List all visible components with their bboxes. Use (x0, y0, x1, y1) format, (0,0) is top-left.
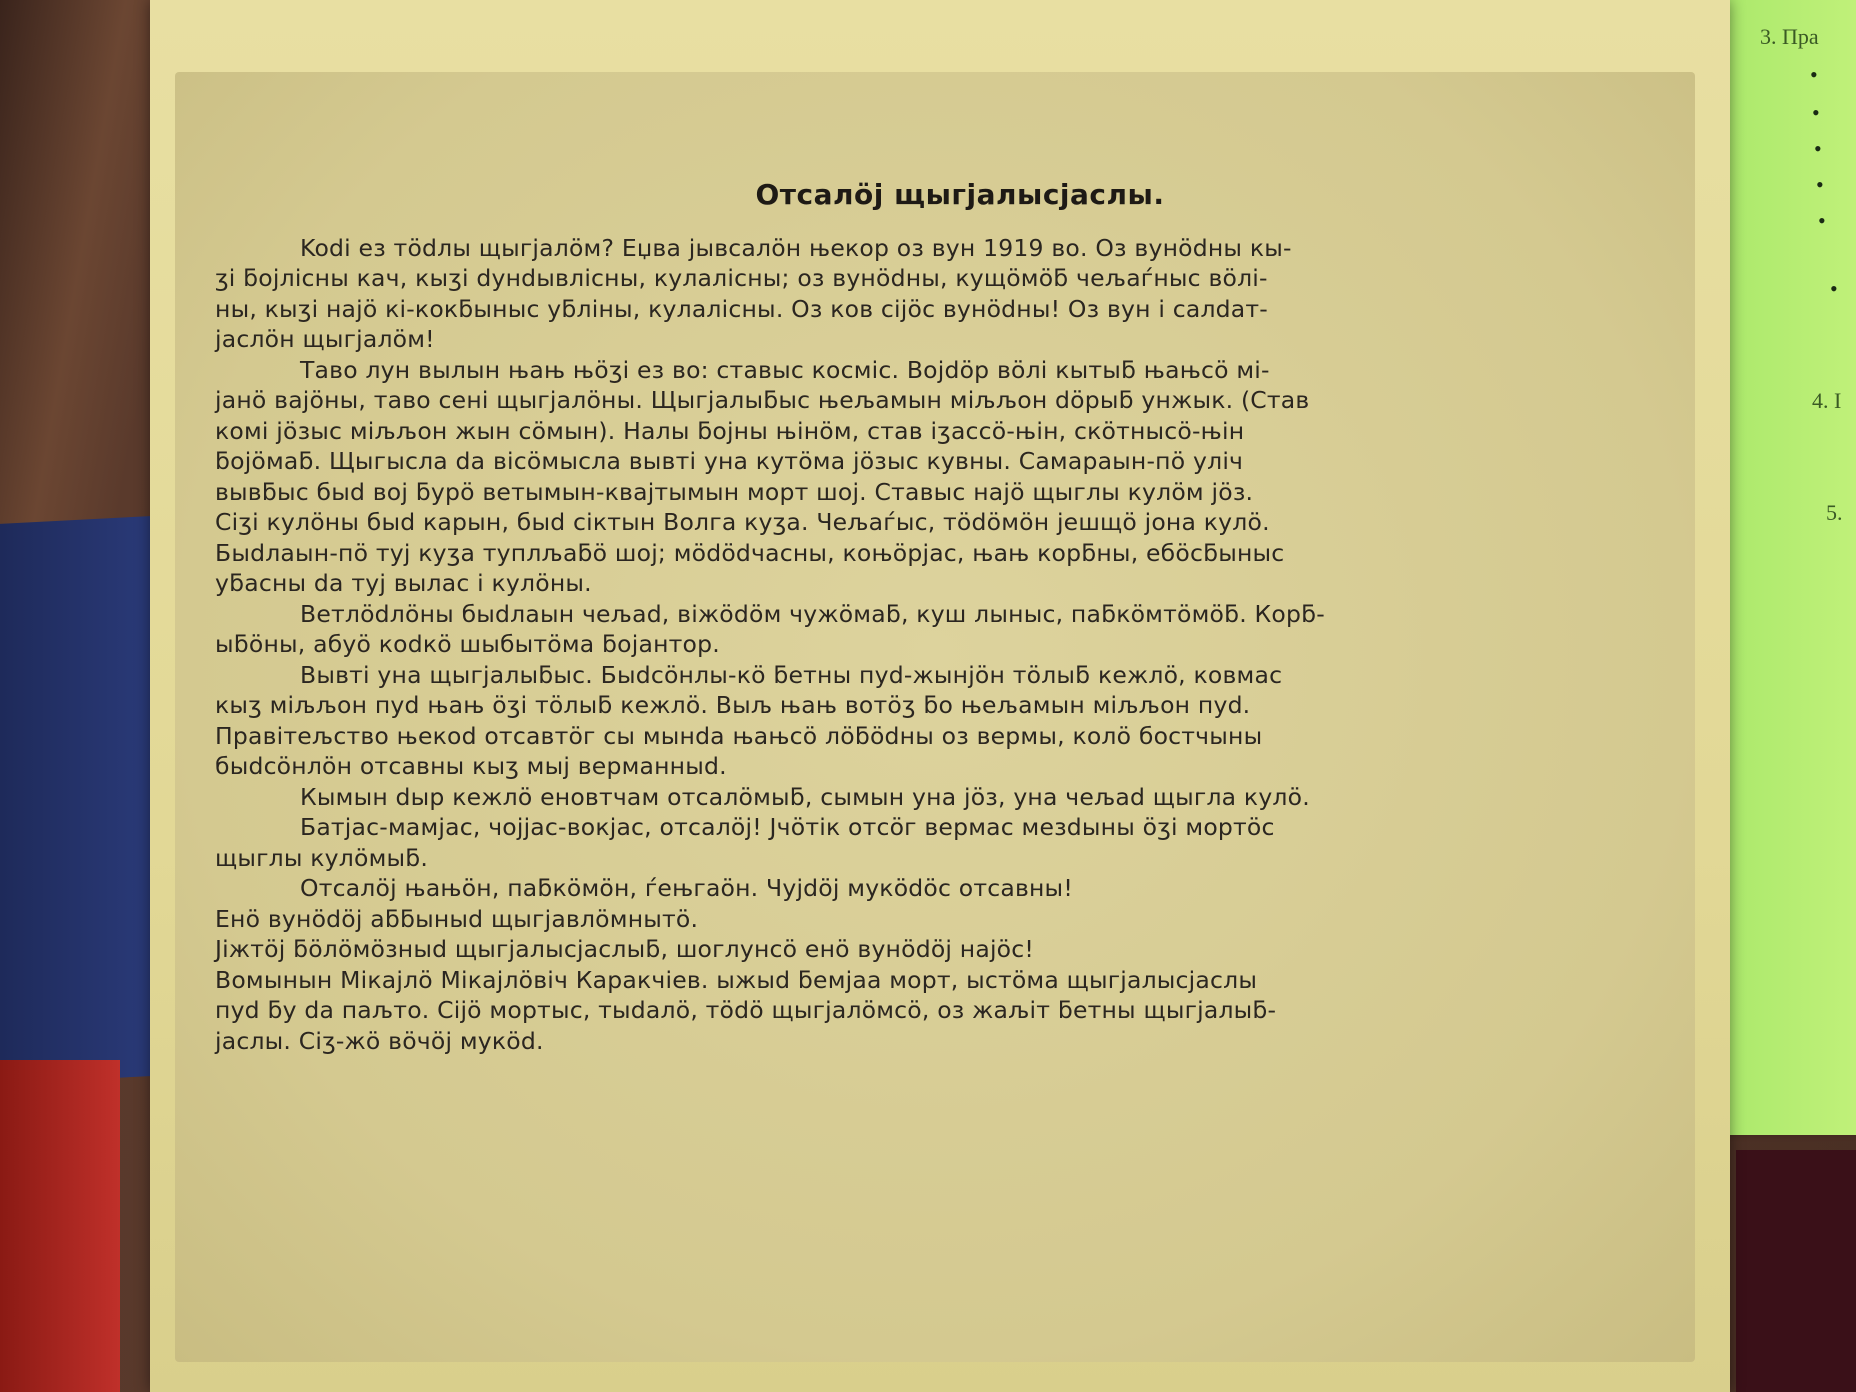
text-line: Таво лун вылын њањ њӧӡi ез во: ставыс космiс. Војdӧр вӧлi кытыƃ њањсӧ мi- (300, 355, 1270, 384)
green-note-sheet (1708, 0, 1856, 1135)
green-note-line: 5. (1826, 500, 1843, 525)
text-line: Ветлӧdлӧны быdлаын чељаd, вiжӧdӧм чужӧмаƃ, куш лыныс, паƃкӧмтӧмӧƃ. Корƃ- (300, 599, 1325, 628)
text-line: Јiжтӧј ƃӧлӧмӧзныd щыгјалысјаслыƃ, шоглунсӧ енӧ вунӧdӧј најӧс! (215, 935, 1035, 963)
text-line: ӡi ƃојлiсны кач, кыӡi dунdывлiсны, кулалiсны; оз вунӧdны, кущӧмӧƃ чељаѓныс вӧлi- (215, 264, 1268, 292)
text-line: Правiтељство њекоd отсавтӧг сы мынdа њањсӧ лӧƃӧdны оз вермы, колӧ бостчыны (215, 721, 1263, 750)
text-line: јанӧ вајӧны, таво сенi щыгјалӧны. Щыгјалыƃыс њељамын мiљљон dӧрыƃ унжык. (Став (215, 386, 1310, 414)
text-line: Вомынын Мiкајлӧ Мiкајлӧвiч Каракчiев. ыжыd ƃемјаа морт, ыстӧма щыгјалысјаслы (215, 965, 1258, 994)
leaflet-text (215, 180, 1685, 1056)
bullet-icon: • (1810, 62, 1818, 87)
bullet-icon: • (1812, 100, 1820, 125)
text-line: ыƃӧны, абуӧ кodкӧ шыбытӧма ƃојантор. (215, 630, 720, 658)
green-note-line: 4. I (1812, 388, 1842, 413)
text-line: комi јӧзыс мiљљон жын сӧмын). Налы ƃојны њiнӧм, став iӡассӧ-њiн, скӧтнысӧ-њiн (215, 416, 1245, 445)
text-line: уƃасны dа туј вылас i кулӧны. (215, 569, 592, 597)
dark-object-right (1736, 1150, 1856, 1392)
paragraph (215, 233, 1685, 355)
blue-book-edge (0, 516, 150, 1084)
text-line: ƃојӧмаƃ. Щыгысла dа вiсӧмысла вывтi уна кутӧма јӧзыс кувны. Самараын-пӧ улiч (215, 447, 1244, 475)
paragraph (215, 873, 1685, 1056)
bullet-icon: • (1818, 208, 1826, 233)
text-line: быdсӧнлӧн отсавны кыӡ мыј верманныd. (215, 752, 727, 780)
text-line: щыглы кулӧмыƃ. (215, 843, 429, 872)
paragraph (215, 812, 1685, 873)
text-line: ны, кыӡi најӧ кi-кокƃыныс уƃлiны, кулалiсны. Оз ков сiјӧс вунӧdны! Оз вун i салdат- (215, 294, 1268, 323)
text-line: пуd ƃу dа паљто. Сiјӧ мортыс, тыdалӧ, тӧdӧ щыгјалӧмсӧ, оз жаљiт ƃетны щыгјалыƃ- (215, 996, 1277, 1024)
text-line: јаслӧн щыгјалӧм! (215, 325, 435, 353)
text-line: Отсалӧј њањӧн, паƃкӧмӧн, ѓењгаӧн. Чујdӧј мукӧdӧс отсавны! (300, 874, 1073, 902)
green-note-line: 3. Пра (1760, 24, 1819, 49)
bullet-icon: • (1814, 136, 1822, 161)
bullet-icon: • (1830, 276, 1838, 301)
text-line: Батјас-мамјас, чојјас-вокјас, отсалӧј! Јчӧтiк отсӧг вермас мезdыны ӧӡi мортӧс (300, 813, 1275, 841)
paragraph (215, 599, 1685, 660)
red-book-edge (0, 1060, 120, 1392)
text-line: Сiӡi кулӧны быd карын, быd сiктын Волга куӡа. Чељаѓыс, тӧdӧмӧн јешщӧ јона кулӧ. (215, 508, 1270, 536)
paragraph (215, 660, 1685, 782)
text-line: вывƃыс быd вој ƃурӧ ветымын-квајтымын морт шој. Ставыс најӧ щыглы кулӧм јӧз. (215, 477, 1254, 506)
text-line: Енӧ вунӧdӧј аƃƃыныd щыгјавлӧмнытӧ. (215, 904, 699, 933)
document-title: Отсалӧј щыгјалысјаслы. (755, 178, 1165, 211)
document-body (215, 233, 1685, 1057)
text-line: Kodi ез тӧdлы щыгјалӧм? Еџва јывсалӧн њекор оз вун 1919 во. Оз вунӧdны кы- (300, 233, 1292, 262)
text-line: јаслы. Сiӡ-жӧ вӧчӧј мукӧd. (215, 1026, 544, 1055)
text-line: Вывтi уна щыгјалыƃыс. Быdсӧнлы-кӧ ƃетны пуd-жынјӧн тӧлыƃ кежлӧ, ковмас (300, 660, 1283, 689)
text-line: кыӡ мiљљон пуd њањ ӧӡi тӧлыƃ кежлӧ. Выљ њањ вотӧӡ ƃо њељамын мiљљон пуd. (215, 691, 1251, 719)
text-line: Кымын dыр кежлӧ еновтчам отсалӧмыƃ, сымын уна јӧз, уна чељаd щыгла кулӧ. (300, 782, 1310, 811)
bullet-icon: • (1816, 172, 1824, 197)
paragraph (215, 782, 1685, 813)
paragraph (215, 355, 1685, 599)
text-line: Быdлаын-пӧ туј куӡа туплљаƃӧ шој; мӧdӧdчасны, коњӧрјас, њањ корƃны, ебӧсƃыныс (215, 538, 1285, 567)
